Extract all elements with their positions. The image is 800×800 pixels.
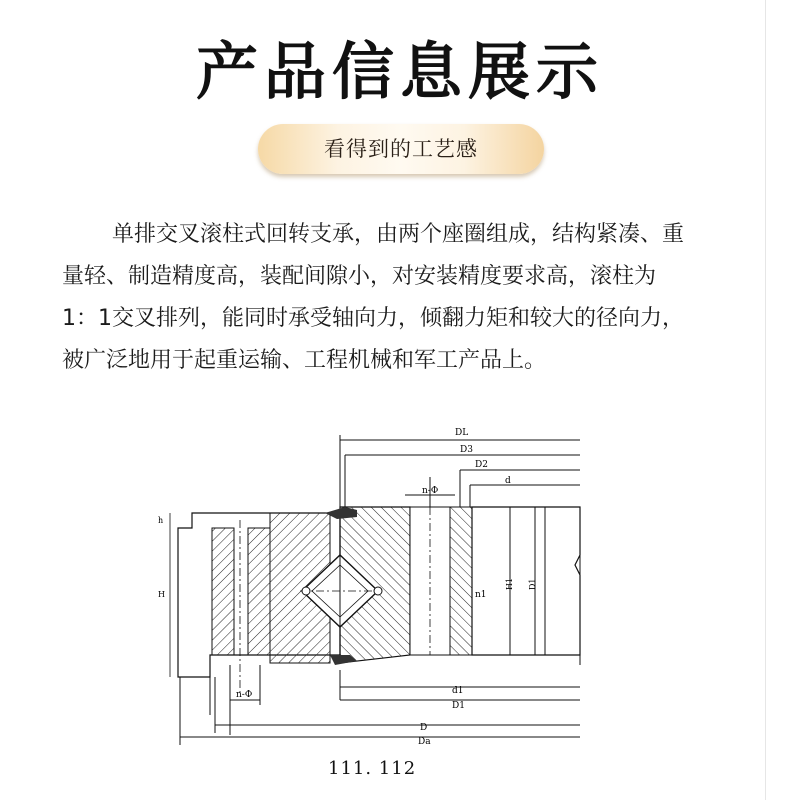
label-d2: D2 <box>475 460 488 470</box>
label-n-phi-top: n-Φ <box>422 486 439 496</box>
label-dl: DL <box>455 428 469 438</box>
label-D: D <box>420 723 428 733</box>
label-h: h <box>158 516 164 525</box>
label-d1-side: D1 <box>528 578 537 590</box>
product-description <box>62 214 728 382</box>
label-d1: d1 <box>452 686 464 696</box>
label-D1: D1 <box>452 701 465 711</box>
description-line: 量轻、制造精度高，装配间隙小，对安装精度要求高，滚柱为 <box>62 264 657 289</box>
label-d-top: d <box>505 476 511 486</box>
label-n1: n1 <box>475 590 487 600</box>
drawing-caption: 111. 112 <box>328 758 417 779</box>
inner-ring <box>340 507 580 665</box>
label-n-phi-bottom: n-Φ <box>236 690 253 700</box>
label-H: H <box>158 590 165 599</box>
page-edge-divider <box>765 0 766 800</box>
subtitle-badge: 看得到的工艺感 <box>258 124 544 174</box>
label-d3: D3 <box>460 445 473 455</box>
page-title: 产品信息展示 <box>195 35 604 108</box>
bearing-cross-section-svg <box>150 415 590 745</box>
label-Da: Da <box>418 737 431 745</box>
bearing-technical-drawing <box>150 415 590 745</box>
description-line: 被广泛地用于起重运输、工程机械和军工产品上。 <box>62 348 547 373</box>
label-h1: H1 <box>505 577 514 590</box>
description-line: 1：1交叉排列，能同时承受轴向力，倾翻力矩和较大的径向力， <box>62 306 684 331</box>
description-line: 单排交叉滚柱式回转支承，由两个座圈组成，结构紧凑、重 <box>112 222 685 247</box>
